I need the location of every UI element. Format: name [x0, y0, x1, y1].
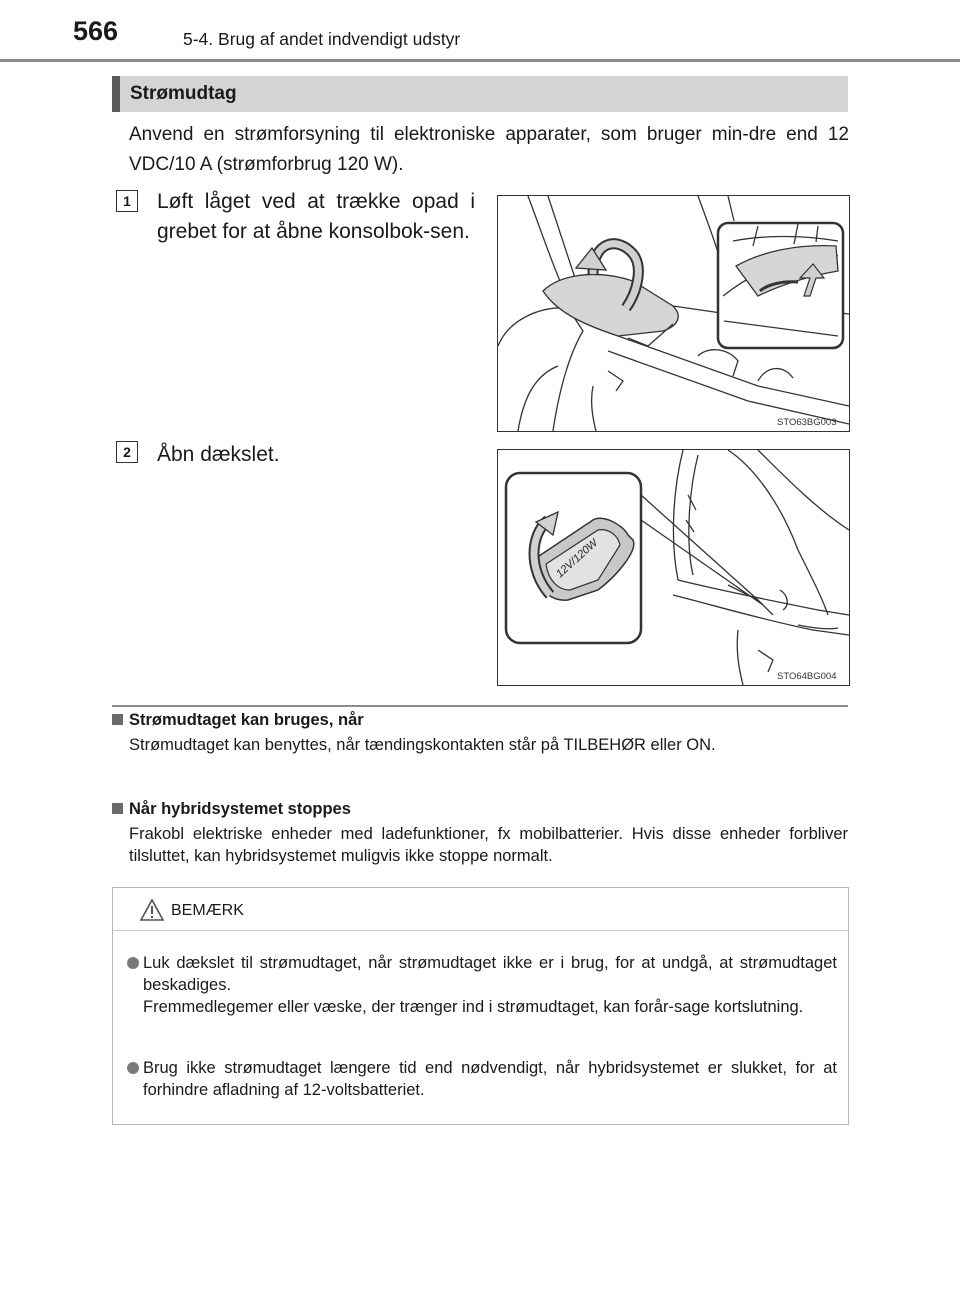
note-1-body: Strømudtaget kan benyttes, når tændingskontakten står på TILBEHØR eller ON.	[129, 736, 716, 754]
step-2-text: Åbn dækslet.	[157, 443, 280, 466]
step-1-text: Løft låget ved at trække opad i grebet for at åbne konsolbok-sen.	[157, 190, 475, 243]
step-2-badge: 2	[116, 441, 138, 463]
note-1-heading	[112, 711, 848, 730]
caution-box	[112, 887, 849, 1125]
section-separator	[112, 705, 848, 707]
note-2-body: Frakobl elektriske enheder med ladefunktioner, fx mobilbatterier. Hvis disse enheder forbliver tilsluttet, kan hybridsystemet muligvis ikke stoppe normalt.	[129, 825, 848, 865]
caution-item-2-line1: Brug ikke strømudtaget længere tid end nødvendigt, når hybridsystemet er slukket, for at forhindre afladning af 12-voltsbatteriet.	[143, 1059, 837, 1099]
caution-item-1	[127, 952, 837, 1018]
note-2	[112, 800, 848, 867]
note-1-heading-text: Strømudtaget kan bruges, når	[129, 711, 364, 729]
square-bullet-icon	[112, 803, 123, 814]
caution-header-rule	[113, 930, 848, 931]
round-bullet-icon	[127, 1062, 139, 1074]
square-bullet-icon	[112, 714, 123, 725]
title-accent	[112, 76, 120, 112]
warning-triangle-icon	[139, 898, 165, 922]
intro-text: Anvend en strømforsyning til elektroniske apparater, som bruger min-dre end 12 VDC/10 A (strømforbrug 120 W).	[129, 124, 849, 175]
caution-item-1-line2: Fremmedlegemer eller væske, der trænger ind i strømudtaget, kan forår-sage kortslutning.	[143, 998, 804, 1016]
section-heading: 5-4. Brug af andet indvendigt udstyr	[183, 29, 461, 49]
note-2-heading	[112, 800, 848, 819]
socket-illustration	[498, 450, 849, 685]
figure-console-box	[497, 195, 850, 432]
header-rule	[0, 59, 960, 62]
caution-item-1-line1: Luk dækslet til strømudtaget, når strømudtaget ikke er i brug, for at undgå, at strømudtaget beskadiges.	[143, 954, 837, 994]
page-title: Strømudtag	[130, 83, 237, 104]
page-number: 566	[73, 16, 119, 46]
caution-item-2	[127, 1057, 837, 1101]
round-bullet-icon	[127, 957, 139, 969]
figure-socket-cover	[497, 449, 850, 686]
caution-title: BEMÆRK	[171, 902, 244, 919]
step-1-badge: 1	[116, 190, 138, 212]
console-illustration	[498, 196, 849, 431]
figure-code-2: STO64BG004	[777, 671, 837, 682]
figure-code-1: STO63BG003	[777, 417, 837, 428]
socket-label: 12V/120W	[553, 536, 601, 581]
note-2-heading-text: Når hybridsystemet stoppes	[129, 800, 351, 818]
title-bar	[112, 76, 848, 112]
note-1	[112, 711, 848, 756]
